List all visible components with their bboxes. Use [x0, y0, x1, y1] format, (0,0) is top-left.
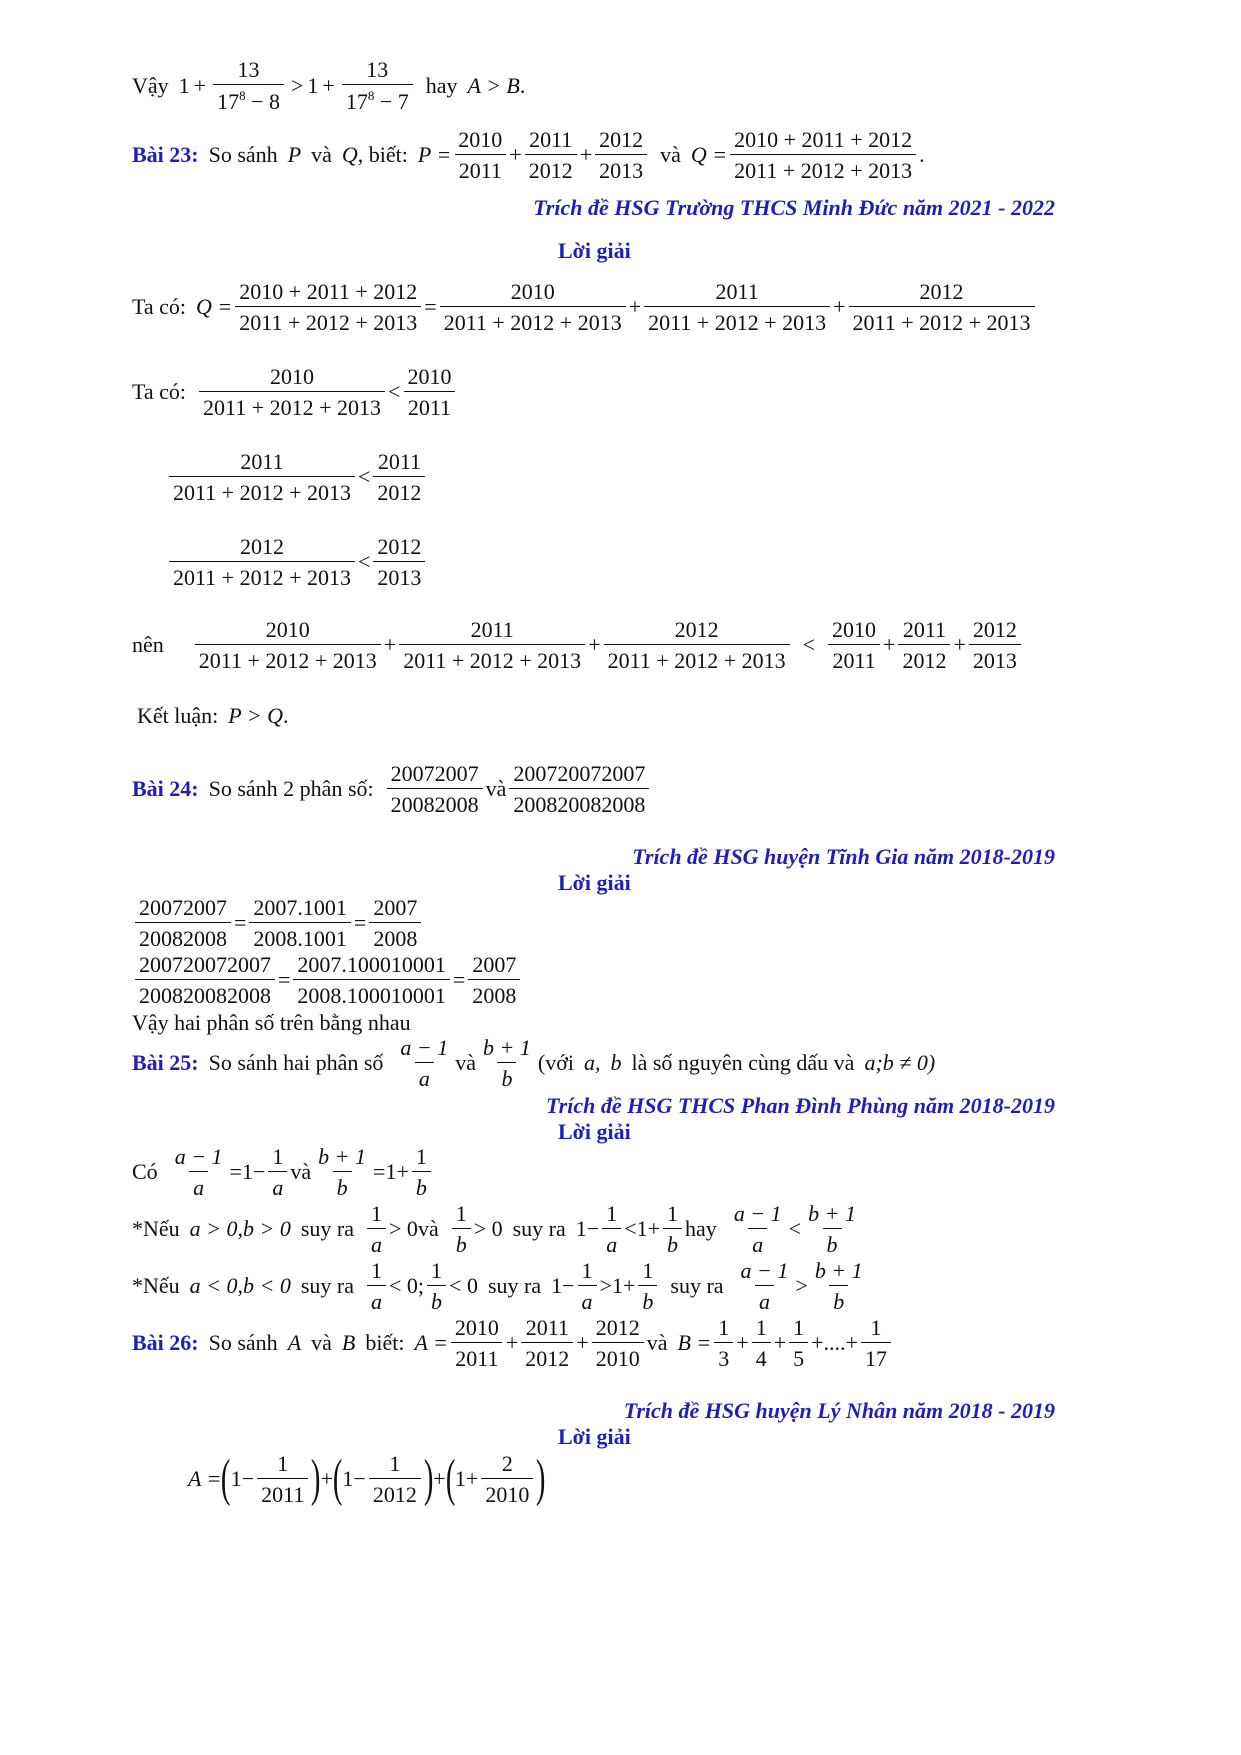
- conclusion-line-previous: Vậy 1 + $\frac{13}{17^8 - 8}$ > 1 + $\frac{13}{17^8 - 7}$ hay A > B .: [132, 57, 526, 115]
- solution-24-row2: $\frac{200720072007}{200820082008}$ = $\frac{2007.100010001}{2008.100010001}$ = $\frac{2007}{2008}$: [132, 953, 523, 1007]
- problem-label: Bài 23:: [132, 142, 199, 168]
- inequality-3: $\frac{2012}{2011 + 2012 + 2013}$ < $\frac{2012}{2013}$: [166, 535, 428, 589]
- solution-24-row1: $\frac{20072007}{20082008}$ = $\frac{2007.1001}{2008.1001}$ = $\frac{2007}{2008}$: [132, 896, 424, 950]
- solution-25-case1: *Nếu a > 0,b > 0 suy ra $\frac{1}{a}$ > 0 và $\frac{1}{b}$ > 0 suy ra 1 − $\frac{1}{a}$ < 1 + $\frac{1}{b}$ hay $\frac{a - 1}{a}$ < $\frac{b + 1}{b}$: [132, 1201, 856, 1258]
- fraction: $\frac{2010 + 2011 + 2012}{2011 + 2012 + 2013}$: [730, 128, 916, 182]
- sum-inequality: nên $\frac{2010}{2011 + 2012 + 2013}$ + $\frac{2011}{2011 + 2012 + 2013}$ + $\frac{2012}{2011 + 2012 + 2013}$ < $\frac{2010}{2011}$ + $\frac{2011}{2012}$ + $\frac{2012}{2013}$: [132, 618, 1024, 672]
- solution-25-rewrite: Có $\frac{a - 1}{a}$ = 1 − $\frac{1}{a}$ và $\frac{b + 1}{b}$ = 1 + $\frac{1}{b}$: [132, 1145, 434, 1199]
- solution-heading: Lời giải: [558, 1424, 631, 1449]
- problem-25: Bài 25: So sánh hai phân số $\frac{a - 1}{a}$ và $\frac{b + 1}{b}$ (với a, b là số nguyên cùng dấu và a;b ≠ 0): [132, 1035, 936, 1092]
- fraction: $\frac{13}{17^8 - 7}$: [342, 58, 413, 113]
- problem-26: Bài 26: So sánh A và B biết: A = $\frac{2010}{2011}$ + $\frac{2011}{2012}$ + $\frac{2012}{2010}$ và B = $\frac{1}{3}$ + $\frac{1}{4}$ + $\frac{1}{5}$ +....+ $\frac{1}{17}$: [132, 1316, 894, 1370]
- fraction: $\frac{2010}{2011}$: [454, 128, 506, 182]
- fraction: $\frac{2012}{2013}$: [595, 128, 647, 182]
- conclusion-24: Vậy hai phân số trên bằng nhau: [132, 1010, 411, 1035]
- source-note: Trích đề HSG huyện Tĩnh Gia năm 2018-2019: [632, 844, 1055, 869]
- problem-label: Bài 24:: [132, 776, 199, 802]
- source-note: Trích đề HSG Trường THCS Minh Đức năm 2021 - 2022: [533, 195, 1055, 220]
- q-expansion: Ta có: Q = $\frac{2010 + 2011 + 2012}{2011 + 2012 + 2013}$ = $\frac{2010}{2011 + 2012 + 2013}$ + $\frac{2011}{2011 + 2012 + 2013}$ + $\frac{2012}{2011 + 2012 + 2013}$: [132, 280, 1038, 334]
- fraction: $\frac{2011}{2012}$: [525, 128, 577, 182]
- problem-24: Bài 24: So sánh 2 phân số: $\frac{20072007}{20082008}$ và $\frac{200720072007}{200820082008}$: [132, 762, 652, 816]
- solution-26-start: A = ( 1 − $\frac{1}{2011}$ ) + ( 1 − $\frac{1}{2012}$ ) + ( 1 + $\frac{2}{2010}$ ): [188, 1450, 546, 1508]
- source-note: Trích đề HSG THCS Phan Đình Phùng năm 2018-2019: [546, 1093, 1055, 1118]
- solution-heading: Lời giải: [558, 238, 631, 263]
- fraction: $\frac{13}{17^8 - 8}$: [213, 58, 284, 113]
- problem-23: Bài 23: So sánh P và Q , biết: P = $\frac{2010}{2011}$ + $\frac{2011}{2012}$ + $\frac{2012}{2013}$ và Q = $\frac{2010 + 2011 + 2012}{2011 + 2012 + 2013}$ .: [132, 127, 925, 184]
- problem-label: Bài 25:: [132, 1050, 199, 1076]
- inequality-1: Ta có: $\frac{2010}{2011 + 2012 + 2013}$ < $\frac{2010}{2011}$: [132, 365, 458, 419]
- solution-heading: Lời giải: [558, 1119, 631, 1144]
- solution-heading: Lời giải: [558, 870, 631, 895]
- solution-25-case2: *Nếu a < 0,b < 0 suy ra $\frac{1}{a}$ < 0; $\frac{1}{b}$ < 0 suy ra 1 − $\frac{1}{a}$ > 1 + $\frac{1}{b}$ suy ra $\frac{a - 1}{a}$ > $\frac{b + 1}{b}$: [132, 1258, 863, 1315]
- conclusion-23: Kết luận: P > Q .: [137, 703, 289, 728]
- source-note: Trích đề HSG huyện Lý Nhân năm 2018 - 2019: [623, 1398, 1055, 1423]
- problem-label: Bài 26:: [132, 1330, 199, 1356]
- inequality-2: $\frac{2011}{2011 + 2012 + 2013}$ < $\frac{2011}{2012}$: [166, 450, 428, 504]
